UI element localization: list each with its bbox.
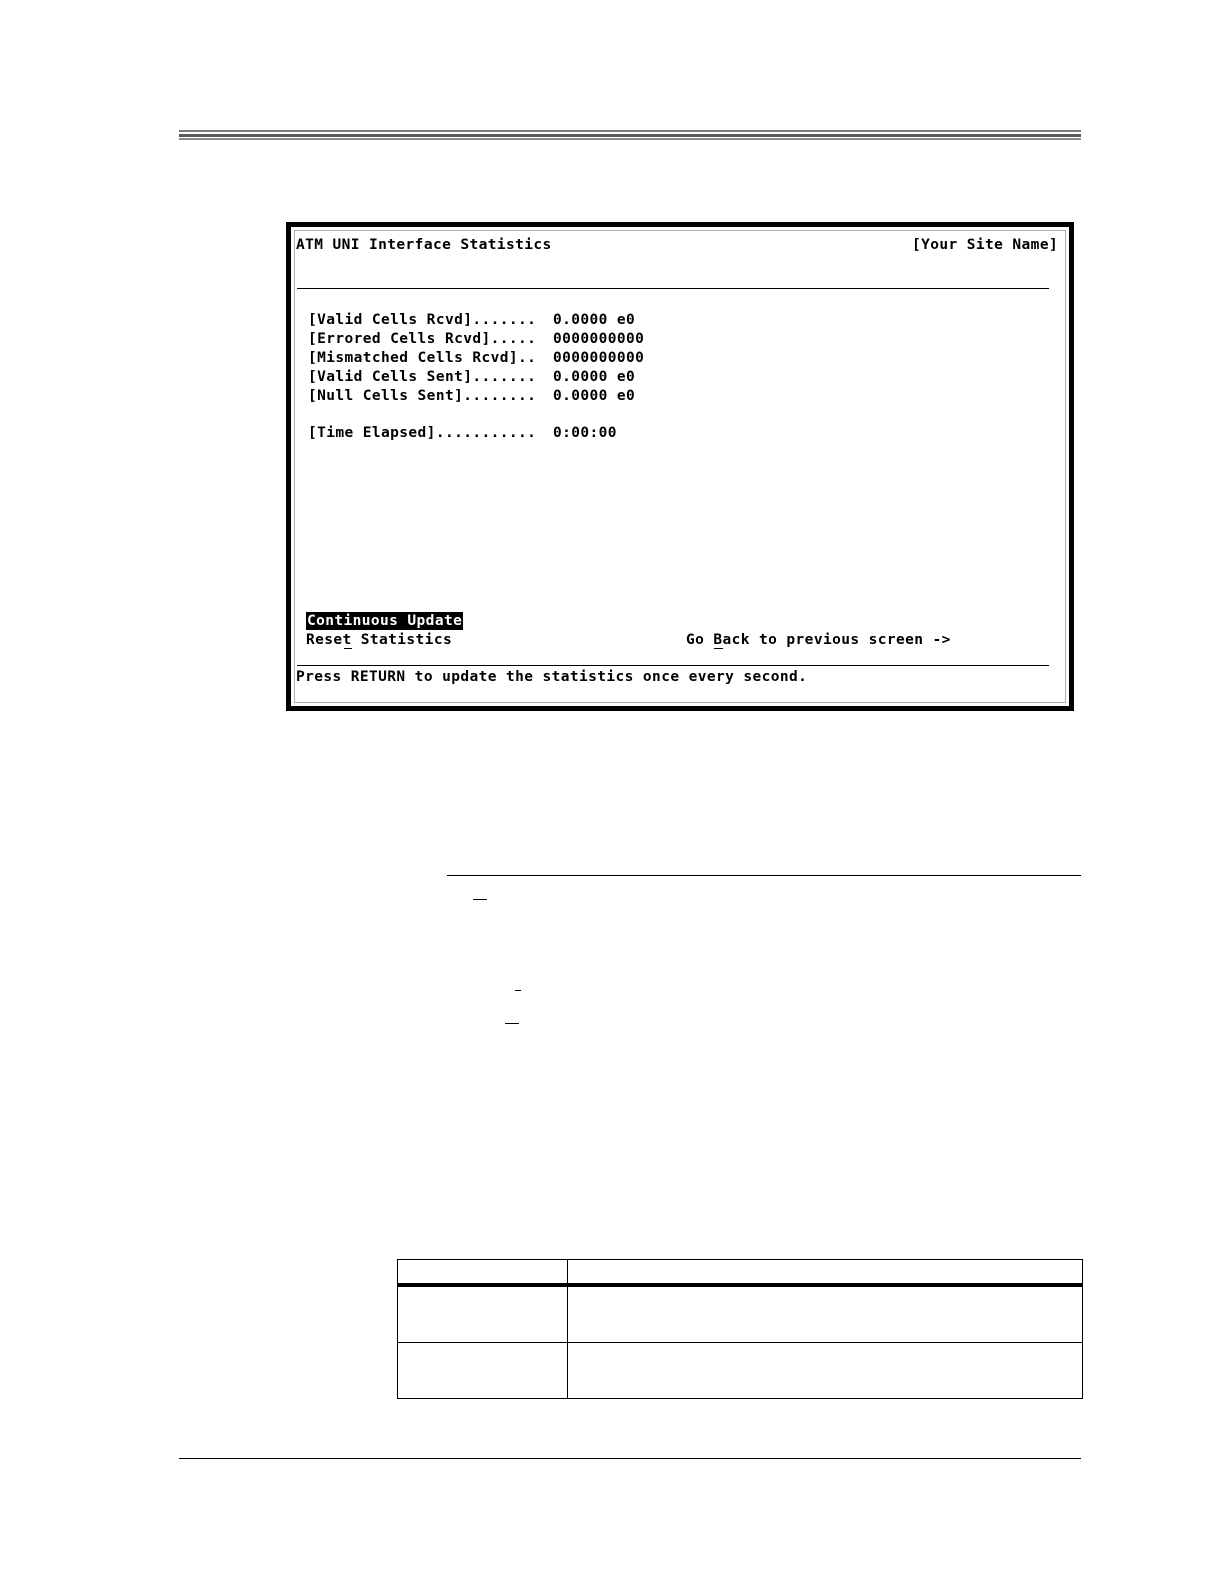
time-elapsed-label: [Time Elapsed]........... <box>308 425 537 441</box>
table-cell <box>568 1343 1083 1399</box>
stat-label-valid-cells-rcvd: [Valid Cells Rcvd]....... <box>308 312 537 328</box>
table-cell <box>398 1285 568 1343</box>
table-header-cell <box>398 1260 568 1286</box>
terminal-screen <box>286 222 1074 711</box>
stat-value-valid-cells-sent: 0.0000 e0 <box>553 369 636 385</box>
continuous-update-button[interactable]: Continuous Update <box>307 613 463 629</box>
stat-value-null-cells-sent: 0.0000 e0 <box>553 388 636 404</box>
underscore-mark <box>473 899 487 900</box>
reset-statistics-button[interactable]: Reset Statistics <box>306 632 453 648</box>
stat-value-valid-cells-rcvd: 0.0000 e0 <box>553 312 636 328</box>
screen-title: ATM UNI Interface Statistics <box>296 237 552 253</box>
table-row <box>398 1285 1083 1343</box>
header-divider <box>297 288 1049 289</box>
section-rule <box>447 875 1081 876</box>
page-header-garbled-text <box>179 128 1081 142</box>
table-cell <box>568 1285 1083 1343</box>
table-row <box>398 1343 1083 1399</box>
stat-label-mismatched-cells-rcvd: [Mismatched Cells Rcvd].. <box>308 350 537 366</box>
stat-label-errored-cells-rcvd: [Errored Cells Rcvd]..... <box>308 331 537 347</box>
description-table <box>397 1259 1083 1399</box>
underscore-mark <box>515 990 521 991</box>
stat-value-mismatched-cells-rcvd: 0000000000 <box>553 350 645 366</box>
footer-divider <box>297 665 1049 666</box>
reset-hotkey-underline <box>344 648 352 649</box>
site-name: [Your Site Name] <box>912 237 1059 253</box>
table-cell <box>398 1343 568 1399</box>
table-header-cell <box>568 1260 1083 1286</box>
table-header-row <box>398 1260 1083 1286</box>
status-message: Press RETURN to update the statistics once every second. <box>296 669 808 685</box>
underscore-mark <box>505 1023 519 1024</box>
page-footer-rule <box>179 1458 1081 1459</box>
stat-label-valid-cells-sent: [Valid Cells Sent]....... <box>308 369 537 385</box>
time-elapsed-value: 0:00:00 <box>553 425 617 441</box>
stat-value-errored-cells-rcvd: 0000000000 <box>553 331 645 347</box>
back-hotkey-underline <box>714 648 723 649</box>
stat-label-null-cells-sent: [Null Cells Sent]........ <box>308 388 537 404</box>
go-back-button[interactable]: Go Back to previous screen -> <box>686 632 951 648</box>
